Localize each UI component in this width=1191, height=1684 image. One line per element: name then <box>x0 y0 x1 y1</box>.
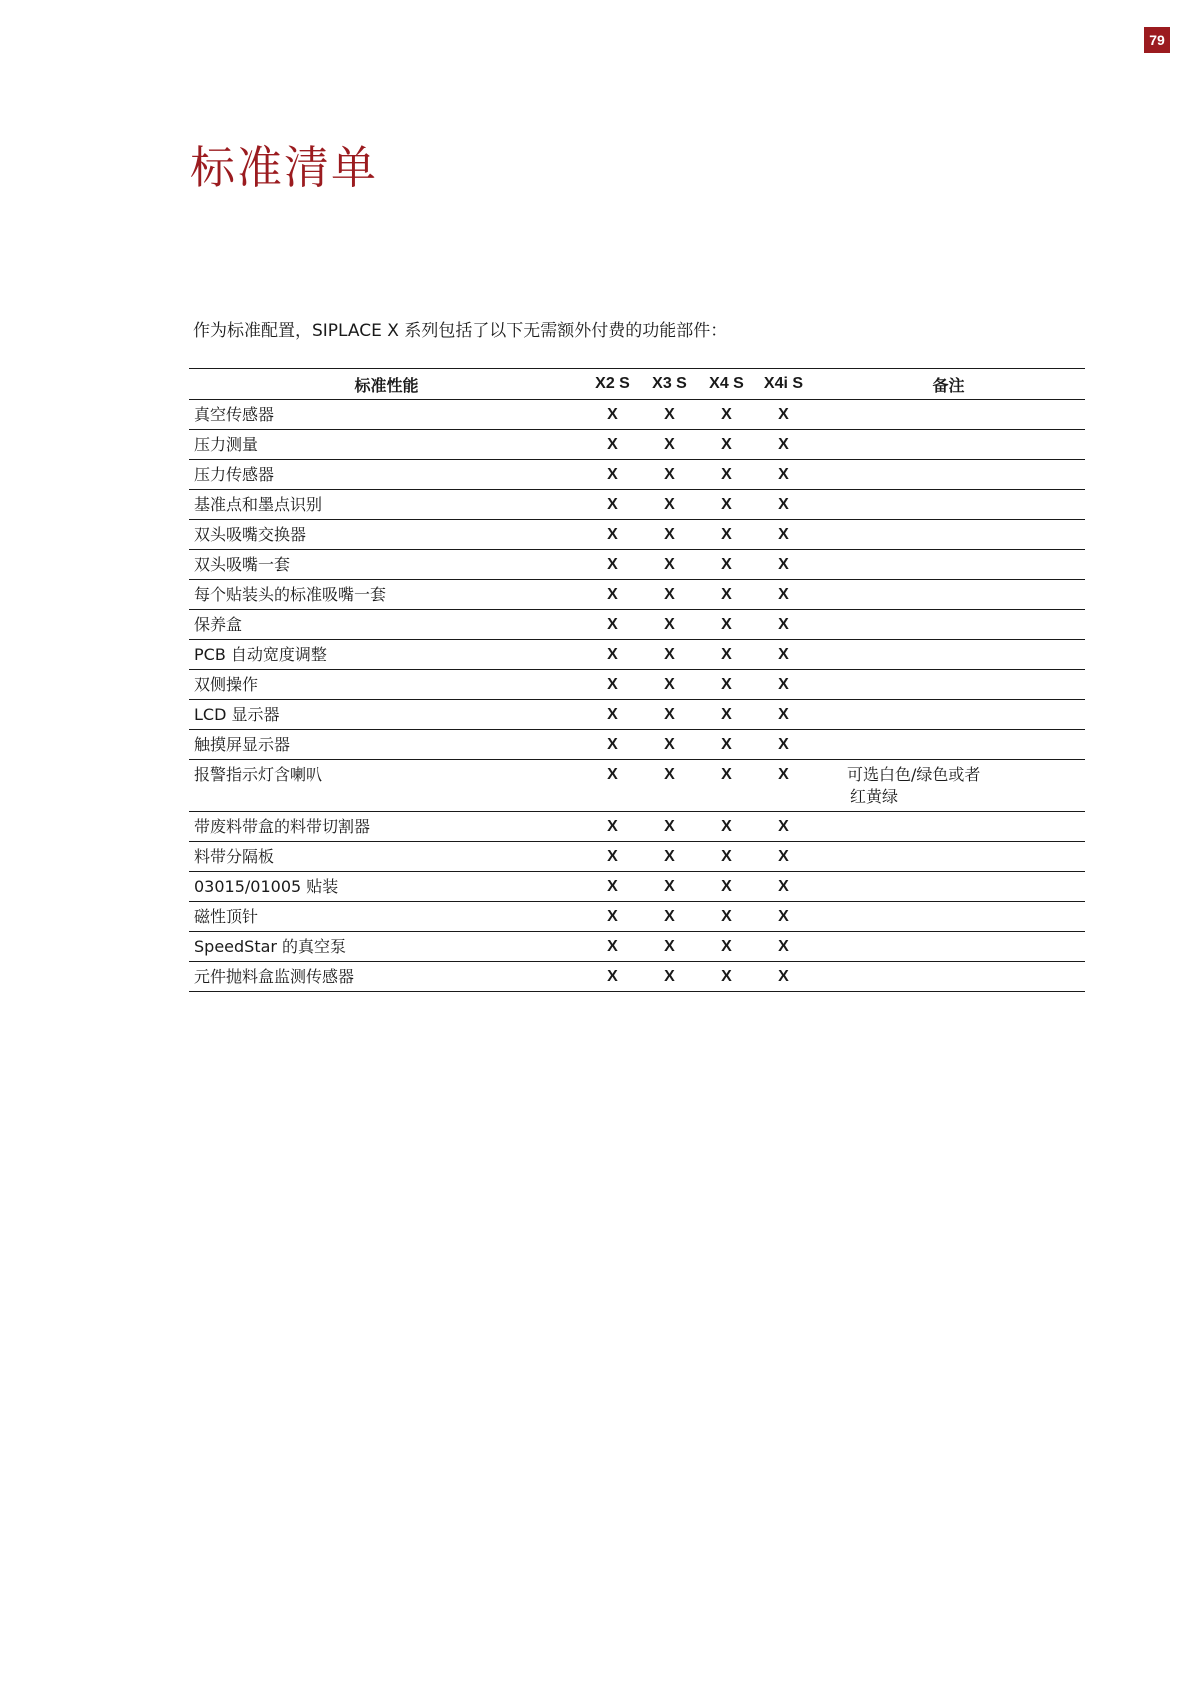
feature-cell: 真空传感器 <box>194 405 275 424</box>
header-model-x3s: X3 S <box>652 375 687 392</box>
table-row <box>189 730 1085 760</box>
model-mark-cell: X <box>664 766 675 783</box>
feature-cell: 压力传感器 <box>194 465 275 484</box>
page-number: 79 <box>1144 27 1170 53</box>
model-mark-cell: X <box>721 908 732 925</box>
model-mark-cell: X <box>607 616 618 633</box>
notes-cell <box>812 430 1085 460</box>
table-row <box>189 520 1085 550</box>
model-mark-cell: X <box>721 818 732 835</box>
model-mark-cell: X <box>778 616 789 633</box>
model-mark-cell: X <box>778 676 789 693</box>
model-mark-cell: X <box>607 436 618 453</box>
notes-cell <box>812 872 1085 902</box>
model-mark-cell: X <box>778 466 789 483</box>
notes-cell <box>812 550 1085 580</box>
page-title: 标准清单 <box>190 141 379 194</box>
model-mark-cell: X <box>778 436 789 453</box>
notes-cell <box>812 460 1085 490</box>
model-mark-cell: X <box>778 878 789 895</box>
table-row <box>189 932 1085 962</box>
model-mark-cell: X <box>607 736 618 753</box>
model-mark-cell: X <box>607 878 618 895</box>
intro-text: 作为标准配置，SIPLACE X 系列包括了以下无需额外付费的功能部件： <box>193 321 728 341</box>
table-row <box>189 872 1085 902</box>
model-mark-cell: X <box>664 706 675 723</box>
model-mark-cell: X <box>664 496 675 513</box>
note-line: 可选白色/绿色或者 <box>847 765 981 784</box>
table-row <box>189 670 1085 700</box>
model-mark-cell: X <box>721 406 732 423</box>
model-mark-cell: X <box>607 586 618 603</box>
model-mark-cell: X <box>607 706 618 723</box>
header-model-x2s: X2 S <box>595 375 630 392</box>
model-mark-cell: X <box>778 848 789 865</box>
feature-cell: 带废料带盒的料带切割器 <box>194 817 371 836</box>
model-mark-cell: X <box>721 466 732 483</box>
model-mark-cell: X <box>721 736 732 753</box>
model-mark-cell: X <box>664 406 675 423</box>
feature-cell: LCD 显示器 <box>194 705 280 724</box>
feature-cell: 磁性顶针 <box>194 907 259 926</box>
model-mark-cell: X <box>721 586 732 603</box>
table-row <box>189 400 1085 430</box>
notes-cell <box>812 580 1085 610</box>
standard-features-table <box>189 368 1085 992</box>
model-mark-cell: X <box>664 616 675 633</box>
notes-cell <box>812 902 1085 932</box>
note-line: 红黄绿 <box>850 787 899 806</box>
table-header-row <box>189 369 1085 400</box>
notes-cell <box>812 400 1085 430</box>
notes-cell <box>812 610 1085 640</box>
table-row <box>189 430 1085 460</box>
model-mark-cell: X <box>778 908 789 925</box>
table-row <box>189 962 1085 992</box>
model-mark-cell: X <box>607 908 618 925</box>
feature-cell: SpeedStar 的真空泵 <box>194 937 347 956</box>
model-mark-cell: X <box>664 878 675 895</box>
feature-cell: 基准点和墨点识别 <box>194 495 323 514</box>
model-mark-cell: X <box>721 616 732 633</box>
model-mark-cell: X <box>778 526 789 543</box>
feature-cell: 元件抛料盒监测传感器 <box>194 967 355 986</box>
feature-cell: 料带分隔板 <box>194 847 275 866</box>
model-mark-cell: X <box>721 676 732 693</box>
table-row <box>189 902 1085 932</box>
feature-cell: PCB 自动宽度调整 <box>194 645 327 664</box>
model-mark-cell: X <box>607 466 618 483</box>
notes-cell <box>812 490 1085 520</box>
model-mark-cell: X <box>664 736 675 753</box>
table-row <box>189 490 1085 520</box>
model-mark-cell: X <box>607 818 618 835</box>
feature-cell: 双头吸嘴一套 <box>194 555 291 574</box>
model-mark-cell: X <box>721 968 732 985</box>
model-mark-cell: X <box>607 766 618 783</box>
model-mark-cell: X <box>607 526 618 543</box>
header-notes: 备注 <box>932 375 965 395</box>
model-mark-cell: X <box>778 968 789 985</box>
feature-cell: 触摸屏显示器 <box>194 735 291 754</box>
model-mark-cell: X <box>607 646 618 663</box>
table-body <box>189 400 1085 992</box>
model-mark-cell: X <box>607 676 618 693</box>
notes-cell <box>812 932 1085 962</box>
model-mark-cell: X <box>664 586 675 603</box>
model-mark-cell: X <box>721 878 732 895</box>
model-mark-cell: X <box>607 848 618 865</box>
model-mark-cell: X <box>721 766 732 783</box>
model-mark-cell: X <box>721 706 732 723</box>
model-mark-cell: X <box>721 436 732 453</box>
feature-cell: 报警指示灯含喇叭 <box>194 765 323 784</box>
model-mark-cell: X <box>721 938 732 955</box>
model-mark-cell: X <box>778 646 789 663</box>
feature-cell: 双侧操作 <box>194 675 259 694</box>
table-row <box>189 842 1085 872</box>
model-mark-cell: X <box>778 766 789 783</box>
notes-cell <box>812 842 1085 872</box>
model-mark-cell: X <box>778 938 789 955</box>
model-mark-cell: X <box>664 908 675 925</box>
feature-cell: 保养盒 <box>194 615 243 634</box>
table-row <box>189 580 1085 610</box>
feature-cell: 压力测量 <box>194 435 259 454</box>
model-mark-cell: X <box>607 406 618 423</box>
model-mark-cell: X <box>721 526 732 543</box>
table-row <box>189 760 1085 812</box>
model-mark-cell: X <box>607 938 618 955</box>
notes-cell <box>812 962 1085 992</box>
model-mark-cell: X <box>721 496 732 513</box>
notes-cell <box>812 812 1085 842</box>
model-mark-cell: X <box>721 646 732 663</box>
table-row <box>189 812 1085 842</box>
model-mark-cell: X <box>778 406 789 423</box>
model-mark-cell: X <box>778 818 789 835</box>
notes-cell <box>812 730 1085 760</box>
notes-cell <box>812 670 1085 700</box>
model-mark-cell: X <box>664 436 675 453</box>
notes-cell <box>812 640 1085 670</box>
model-mark-cell: X <box>721 556 732 573</box>
notes-cell <box>812 700 1085 730</box>
model-mark-cell: X <box>721 848 732 865</box>
model-mark-cell: X <box>607 968 618 985</box>
model-mark-cell: X <box>664 968 675 985</box>
model-mark-cell: X <box>664 526 675 543</box>
model-mark-cell: X <box>664 818 675 835</box>
model-mark-cell: X <box>778 706 789 723</box>
table-row <box>189 700 1085 730</box>
header-model-x4s: X4 S <box>709 375 744 392</box>
feature-cell: 03015/01005 贴装 <box>194 877 339 896</box>
header-model-x4is: X4i S <box>763 375 804 392</box>
model-mark-cell: X <box>664 466 675 483</box>
table-row <box>189 610 1085 640</box>
model-mark-cell: X <box>607 556 618 573</box>
notes-cell <box>812 760 1085 812</box>
table-row <box>189 640 1085 670</box>
header-feature: 标准性能 <box>354 375 419 395</box>
model-mark-cell: X <box>664 646 675 663</box>
model-mark-cell: X <box>607 496 618 513</box>
feature-cell: 每个贴装头的标准吸嘴一套 <box>194 585 387 604</box>
model-mark-cell: X <box>664 676 675 693</box>
notes-cell <box>812 520 1085 550</box>
model-mark-cell: X <box>778 586 789 603</box>
model-mark-cell: X <box>778 736 789 753</box>
model-mark-cell: X <box>778 496 789 513</box>
model-mark-cell: X <box>778 556 789 573</box>
model-mark-cell: X <box>664 848 675 865</box>
model-mark-cell: X <box>664 938 675 955</box>
table-row <box>189 460 1085 490</box>
model-mark-cell: X <box>664 556 675 573</box>
table-row <box>189 550 1085 580</box>
feature-cell: 双头吸嘴交换器 <box>194 525 307 544</box>
